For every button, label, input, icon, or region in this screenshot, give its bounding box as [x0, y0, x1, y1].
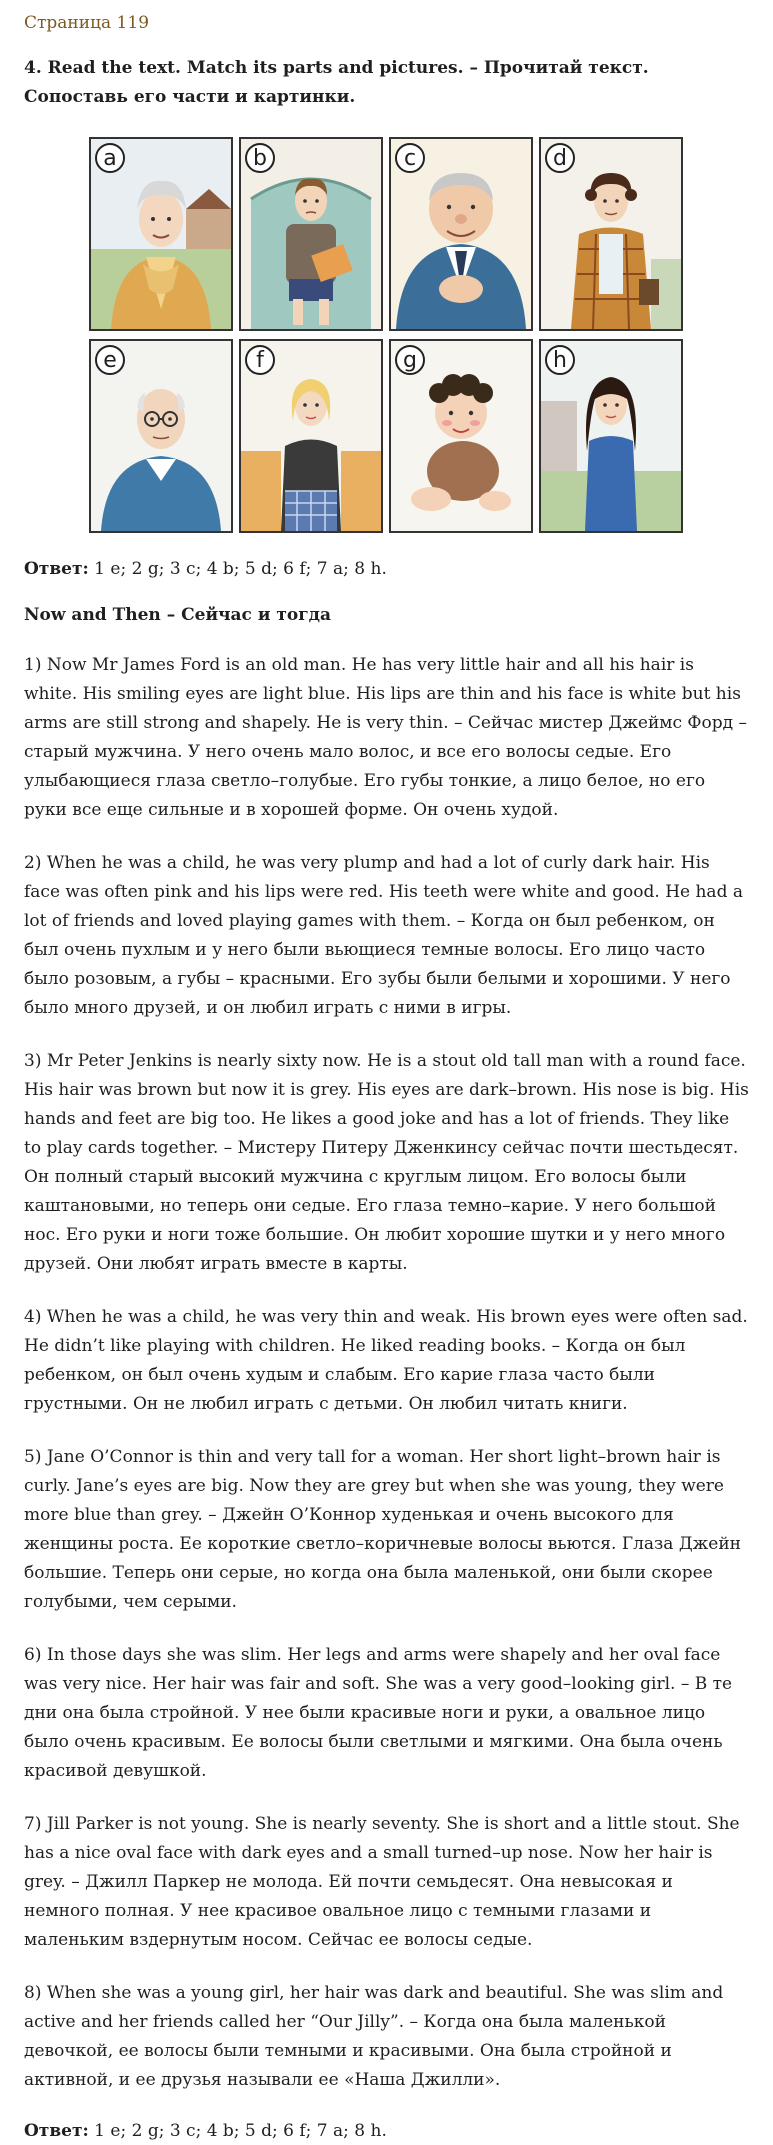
picture-letter: b	[245, 143, 275, 173]
picture-g	[389, 339, 533, 533]
picture-grid	[89, 137, 683, 533]
paragraph-3: 3) Mr Peter Jenkins is nearly sixty now. He is a stout old tall man with a round face. His hair was brown but now it is grey. His eyes are dark–brown. His nose is big. His hands and feet are big too. He likes a good joke and has a lot of friends. They like to play cards together. – Мистеру Питеру Дженкинсу сейчас почти шестьдесят. Он полный старый высокий мужчина с круглым лицом. Его волосы были каштановыми, но теперь они седые. Его глаза темно–карие. У него большой нос. Его руки и ноги тоже большие. Он любит хорошие шутки и у него много друзей. Они любят играть вместе в карты.	[24, 1051, 749, 1274]
page-number-label: Страница 119	[24, 13, 150, 33]
answer-label: Ответ:	[24, 2121, 89, 2141]
picture-c	[389, 137, 533, 331]
task-title: 4. Read the text. Match its parts and pictures. – Прочитай текст. Сопоставь его части и картинки.	[24, 58, 649, 107]
picture-h	[539, 339, 683, 533]
answer-text: 1 e; 2 g; 3 c; 4 b; 5 d; 6 f; 7 a; 8 h.	[88, 559, 387, 579]
picture-e	[89, 339, 233, 533]
picture-a	[89, 137, 233, 331]
picture-letter: a	[95, 143, 125, 173]
answer-label: Ответ:	[24, 559, 89, 579]
paragraph-6: 6) In those days she was slim. Her legs and arms were shapely and her oval face was very nice. Her hair was fair and soft. She was a very good–looking girl. – В те дни она была стройной. У нее были красивые ноги и руки, а овальное лицо было очень красивым. Ее волосы были светлыми и мягкими. Она была очень красивой девушкой.	[24, 1645, 733, 1781]
paragraph-1: 1) Now Mr James Ford is an old man. He has very little hair and all his hair is white. His smiling eyes are light blue. His lips are thin and his face is white but his arms are still strong and shapely. He is very thin. – Сейчас мистер Джеймс Форд – старый мужчина. У него очень мало волос, и все его волосы седые. Его улыбающиеся глаза светло–голубые. Его губы тонкие, а лицо белое, но его руки все еще сильные и в хорошей форме. Он очень худой.	[24, 655, 748, 820]
picture-d	[539, 137, 683, 331]
picture-letter: e	[95, 345, 125, 375]
paragraph-4: 4) When he was a child, he was very thin and weak. His brown eyes were often sad. He didn’t like playing with children. He liked reading books. – Когда он был ребенком, он был очень худым и слабым. Его карие глаза часто были грустными. Он не любил играть с детьми. Он любил читать книги.	[24, 1307, 748, 1414]
answer-line	[24, 555, 749, 583]
picture-b	[239, 137, 383, 331]
paragraph-2: 2) When he was a child, he was very plump and had a lot of curly dark hair. His face was often pink and his lips were red. His teeth were white and good. He had a lot of friends and loved playing games with them. – Когда он был ребенком, он был очень пухлым и у него были вьющиеся темные волосы. Его лицо часто было розовым, а губы – красными. Его зубы были белыми и хорошими. У него было много друзей, и он любил играть с ними в игры.	[24, 853, 743, 1018]
picture-letter: g	[395, 345, 425, 375]
picture-letter: c	[395, 143, 425, 173]
picture-letter: h	[545, 345, 575, 375]
answer-text: 1 e; 2 g; 3 c; 4 b; 5 d; 6 f; 7 a; 8 h.	[88, 2121, 387, 2141]
paragraph-7: 7) Jill Parker is not young. She is nearly seventy. She is short and a little stout. She has a nice oval face with dark eyes and a small turned–up nose. Now her hair is grey. – Джилл Паркер не молода. Ей почти семьдесят. Она невысокая и немного полная. У нее красивое овальное лицо с темными глазами и маленьким вздернутым носом. Сейчас ее волосы седые.	[24, 1814, 740, 1950]
paragraph-5: 5) Jane O’Connor is thin and very tall for a woman. Her short light–brown hair is curly. Jane’s eyes are big. Now they are grey but when she was young, they were more blue than grey. – Джейн О’Коннор худенькая и очень высокого для женщины роста. Ее короткие светло–коричневые волосы вьются. Глаза Джейн большие. Теперь они серые, но когда она была маленькой, они были скорее голубыми, чем серыми.	[24, 1447, 742, 1612]
picture-letter: d	[545, 143, 575, 173]
picture-f	[239, 339, 383, 533]
picture-letter: f	[245, 345, 275, 375]
answer-line-bottom	[24, 2117, 749, 2145]
paragraph-8: 8) When she was a young girl, her hair was dark and beautiful. She was slim and active and her friends called her “Our Jilly”. – Когда она была маленькой девочкой, ее волосы были темными и красивыми. Она была стройной и активной, и ее друзья называли ее «Наша Джилли».	[24, 1983, 724, 2090]
section-title: Now and Then – Сейчас и тогда	[24, 605, 331, 625]
